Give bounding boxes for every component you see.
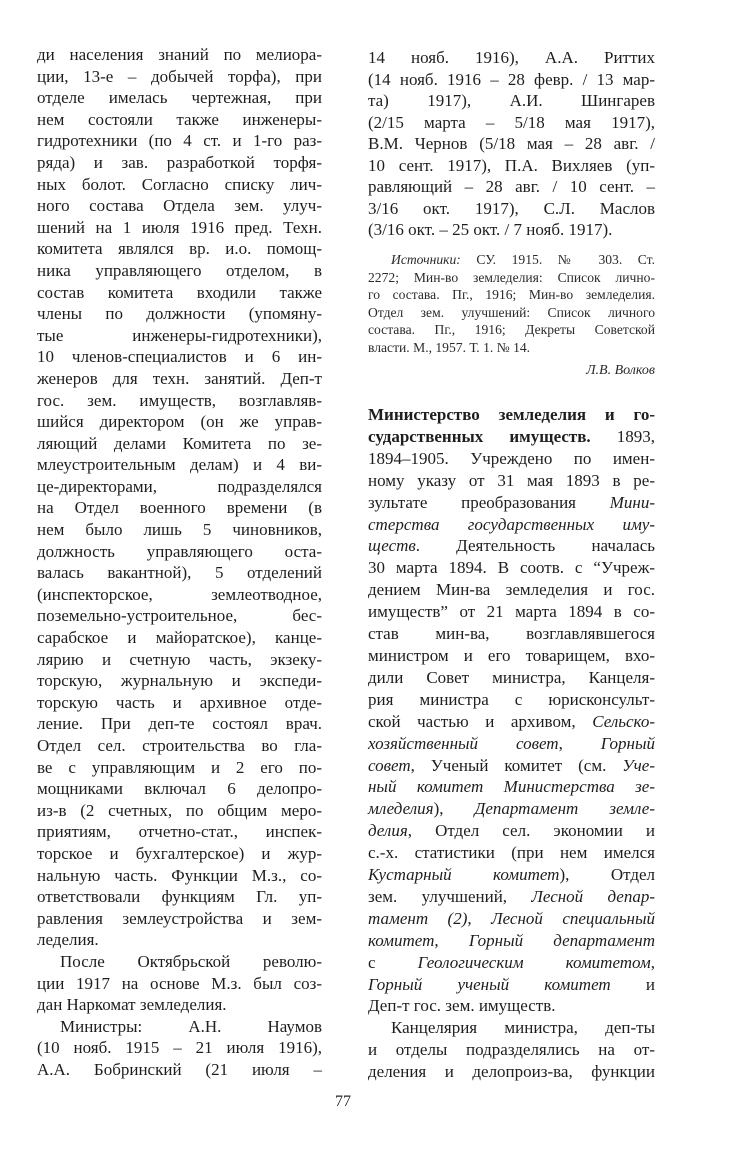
text-line: члены по должности (упомяну-	[37, 304, 322, 324]
text-line: поземельно-устроительное, бес-	[37, 606, 322, 626]
text-run: ,	[467, 908, 492, 928]
text-line	[368, 535, 655, 557]
text-run: Мини-	[609, 492, 655, 512]
text-line: леделия.	[37, 930, 99, 950]
sources-text: власти. М., 1957. Т. 1. № 14.	[368, 339, 531, 355]
text-line: мощниками включал 6 делопро-	[37, 779, 322, 799]
text-line: торское и бухгалтерское) и жур-	[37, 843, 322, 863]
text-line: 10 членов-специалистов и 6 ин-	[37, 347, 322, 367]
text-run: хозяйственный совет	[368, 733, 559, 753]
text-line	[368, 667, 655, 689]
sources-text: Отдел зем. улучшений: Список личного	[368, 304, 655, 320]
text-run: деления и делопроиз-ва, функции	[368, 1062, 655, 1082]
text-run: имуществ” от 21 марта 1894 в со-	[368, 602, 655, 622]
text-line: лярию и счетную часть, экзеку-	[37, 649, 322, 669]
text-line	[368, 339, 655, 357]
text-line: (14 нояб. 1916 – 28 февр. / 13 мар-	[368, 69, 655, 89]
text-line	[368, 820, 655, 842]
text-run: ному указу от 31 мая 1893 в ре-	[368, 470, 655, 490]
text-line	[368, 755, 655, 777]
text-line: После Октябрьской револю-	[60, 951, 322, 971]
text-run: . Деятельность началась	[415, 536, 655, 556]
text-run: делия	[368, 821, 408, 841]
article-title: Министерство земледелия и го-	[368, 405, 655, 424]
text-line	[368, 952, 655, 974]
text-line	[368, 886, 655, 908]
text-run: стерства государственных иму-	[368, 514, 655, 534]
text-line: В.М. Чернов (5/18 мая – 28 авг. /	[368, 134, 655, 153]
text-run: , Отдел сел. экономии и	[407, 821, 655, 841]
text-line	[368, 864, 655, 886]
text-line	[368, 995, 655, 1017]
text-line	[368, 1039, 655, 1061]
text-line: млеустроительным делам) и 4 ви-	[37, 455, 322, 475]
sources-label: Источники:	[391, 252, 461, 267]
text-run: 1894–1905. Учреждено по имен-	[368, 448, 655, 468]
text-line	[368, 974, 655, 996]
text-run: и отделы подразделялись на от-	[368, 1040, 655, 1060]
text-line: ляющий делами Комитета по зе-	[37, 433, 322, 453]
text-line: сарабское и майоратское), канце-	[37, 628, 322, 648]
text-line: (инспекторское, землеотводное,	[37, 584, 322, 604]
sources-text: СУ. 1915. № 303. Ст.	[460, 252, 655, 267]
text-line: гидротехники (по 4 ст. и 1-го раз-	[37, 131, 322, 151]
text-line: женеров для техн. занятий. Деп-т	[37, 368, 322, 388]
text-line: (3/16 окт. – 25 окт. / 7 нояб. 1917).	[368, 220, 613, 239]
text-run: комитет	[368, 930, 435, 950]
text-run: Горный ученый комитет	[368, 974, 611, 994]
text-line	[368, 623, 655, 645]
text-run: Деп-т гос. зем. имуществ.	[368, 996, 556, 1016]
text-run: ,	[434, 930, 469, 950]
text-line: ного состава Отдела зем. улуч-	[37, 196, 322, 216]
text-line: ции 1917 на основе М.з. был соз-	[37, 973, 322, 993]
text-line	[368, 514, 655, 536]
text-line	[368, 448, 655, 470]
text-run: ,	[650, 952, 655, 972]
text-line	[368, 286, 655, 304]
text-line: (2/15 марта – 5/18 мая 1917),	[368, 112, 655, 132]
text-line: ника управляющего отделом, в	[37, 260, 322, 280]
text-run: Горный	[600, 733, 655, 753]
text-run: Департамент земле-	[474, 799, 655, 819]
text-run: Лесной депар-	[531, 886, 655, 906]
text-run: Сельско-	[592, 711, 655, 731]
text-run: дили Совет министра, Канцеля-	[368, 667, 655, 687]
text-run: и	[610, 974, 655, 994]
text-line	[368, 930, 655, 952]
text-line: торскую, журнальную и экспеди-	[37, 671, 322, 691]
text-line: нальную часть. Функции М.з., со-	[37, 865, 322, 885]
page-number: 77	[335, 1093, 351, 1110]
text-line	[368, 1061, 655, 1083]
text-line	[368, 601, 655, 623]
text-line: отделе имелась чертежная, при	[37, 88, 322, 108]
text-line: должность управляющего оста-	[37, 541, 322, 561]
text-run: зем. улучшений,	[368, 886, 532, 906]
text-line: приятиям, отчетно-стат., инспек-	[37, 822, 322, 842]
text-line: 3/16 окт. 1917), С.Л. Маслов	[368, 198, 655, 218]
text-line	[368, 269, 655, 287]
article-title: сударственных имуществ.	[368, 426, 591, 446]
text-run: ществ	[368, 536, 416, 556]
text-line: шений на 1 июля 1916 пред. Техн.	[37, 217, 322, 237]
sources-note	[368, 251, 655, 356]
text-run: тамент (2)	[368, 908, 468, 928]
text-run: став мин-ва, возглавлявшегося	[368, 624, 655, 644]
text-line	[368, 492, 655, 514]
author-signature: Л.В. Волков	[586, 363, 655, 378]
text-run: , Ученый комитет (см.	[410, 755, 623, 775]
article-ministry-agriculture-state-property	[368, 404, 655, 1083]
text-line: комитета являлся вр. и.о. помощ-	[37, 239, 322, 259]
sources-text: 2272; Мин-во земледелия: Список лично-	[368, 269, 655, 285]
text-run: Лесной специальный	[491, 908, 656, 928]
text-line	[368, 557, 655, 579]
left-column	[37, 44, 322, 1081]
text-line: гос. зем. имуществ, возглавляв-	[37, 390, 322, 410]
text-line	[368, 733, 655, 755]
text-line: 10 сент. 1917), П.А. Вихляев (уп-	[368, 155, 655, 175]
right-column-continuation	[368, 47, 655, 241]
text-run: ный комитет Министерства зе-	[368, 777, 655, 797]
text-line: А.А. Бобринский (21 июля –	[37, 1059, 322, 1079]
text-line: ди населения знаний по мелиора-	[37, 45, 322, 64]
text-line	[368, 645, 655, 667]
text-line	[368, 304, 655, 322]
text-line	[368, 908, 655, 930]
text-run: совет	[368, 755, 411, 775]
text-line	[368, 798, 655, 820]
text-line: 14 нояб. 1916), А.А. Риттих	[368, 48, 655, 67]
text-line	[368, 842, 655, 864]
text-line	[368, 470, 655, 492]
text-line	[368, 1017, 655, 1039]
text-run: рия министра с юрисконсульт-	[368, 689, 655, 709]
text-line: Министры: А.Н. Наумов	[60, 1016, 322, 1036]
text-line	[368, 321, 655, 339]
text-line	[368, 251, 655, 269]
text-line: ции, 13-е – добычей торфа), при	[37, 66, 322, 86]
text-line: нем состояли также инженеры-	[37, 109, 322, 129]
text-run: ),	[433, 799, 475, 819]
text-line: из-в (2 счетных, по общим меро-	[37, 800, 322, 820]
text-line: равления землеустройства и зем-	[37, 908, 322, 928]
text-line: торскую часть и архивное отде-	[37, 692, 322, 712]
article-heading-line	[368, 404, 655, 426]
text-run: Горный департамент	[468, 930, 655, 950]
text-line: тые инженеры-гидротехники),	[37, 325, 322, 345]
sources-text: го состава. Пг., 1916; Мин-во земледелия.	[368, 287, 655, 302]
article-heading-line	[368, 426, 655, 448]
text-line: состав комитета входили также	[37, 282, 322, 302]
text-run: 1893,	[590, 426, 655, 446]
text-run: зультате преобразования	[368, 492, 610, 512]
text-line: Отдел сел. строительства во гла-	[37, 736, 322, 755]
text-line: на Отдел военного времени (в	[37, 498, 322, 518]
text-line: валась вакантной), 5 отделений	[37, 563, 322, 583]
text-run: 30 марта 1894. В соотв. с “Учреж-	[368, 558, 655, 578]
text-run: с	[368, 952, 418, 972]
text-run: Кустарный комитет	[368, 865, 560, 885]
text-line	[368, 711, 655, 733]
text-line: шийся директором (он же управ-	[37, 412, 322, 432]
text-run: ,	[558, 733, 601, 753]
text-line: ление. При деп-те состоял врач.	[37, 714, 322, 734]
text-line: це-директорами, подразделялся	[37, 476, 322, 496]
text-run: министром и его товарищем, вхо-	[368, 645, 655, 665]
text-run: с.-х. статистики (при нем имелся	[368, 843, 655, 863]
text-line: ных болот. Согласно списку лич-	[37, 174, 322, 194]
sources-text: состава. Пг., 1916; Декреты Советской	[368, 322, 655, 337]
text-run: Канцелярия министра, деп-ты	[391, 1018, 655, 1038]
text-run: дением Мин-ва земледелия и гос.	[368, 580, 655, 600]
text-line: ряда) и зав. разработкой торфя-	[37, 152, 322, 172]
text-run: Геологическим комитетом	[417, 952, 651, 972]
text-run: ской частью и архивом,	[368, 711, 593, 731]
text-run: Уче-	[622, 755, 655, 775]
text-line	[368, 579, 655, 601]
text-line: (10 нояб. 1915 – 21 июля 1916),	[37, 1038, 322, 1058]
text-line: ве с управляющим и 2 его по-	[37, 757, 322, 777]
text-line: ответствовали функциям Гл. уп-	[37, 887, 322, 907]
text-line: та) 1917), А.И. Шингарев	[368, 91, 655, 110]
text-run: ), Отдел	[559, 865, 656, 885]
text-line: нем было лишь 5 чиновников,	[37, 520, 322, 540]
text-line: равляющий – 28 авг. / 10 сент. –	[368, 177, 655, 196]
text-run: мледелия	[368, 799, 434, 819]
text-line	[368, 776, 655, 798]
text-line	[368, 689, 655, 711]
text-line: дан Наркомат земледелия.	[37, 995, 227, 1015]
